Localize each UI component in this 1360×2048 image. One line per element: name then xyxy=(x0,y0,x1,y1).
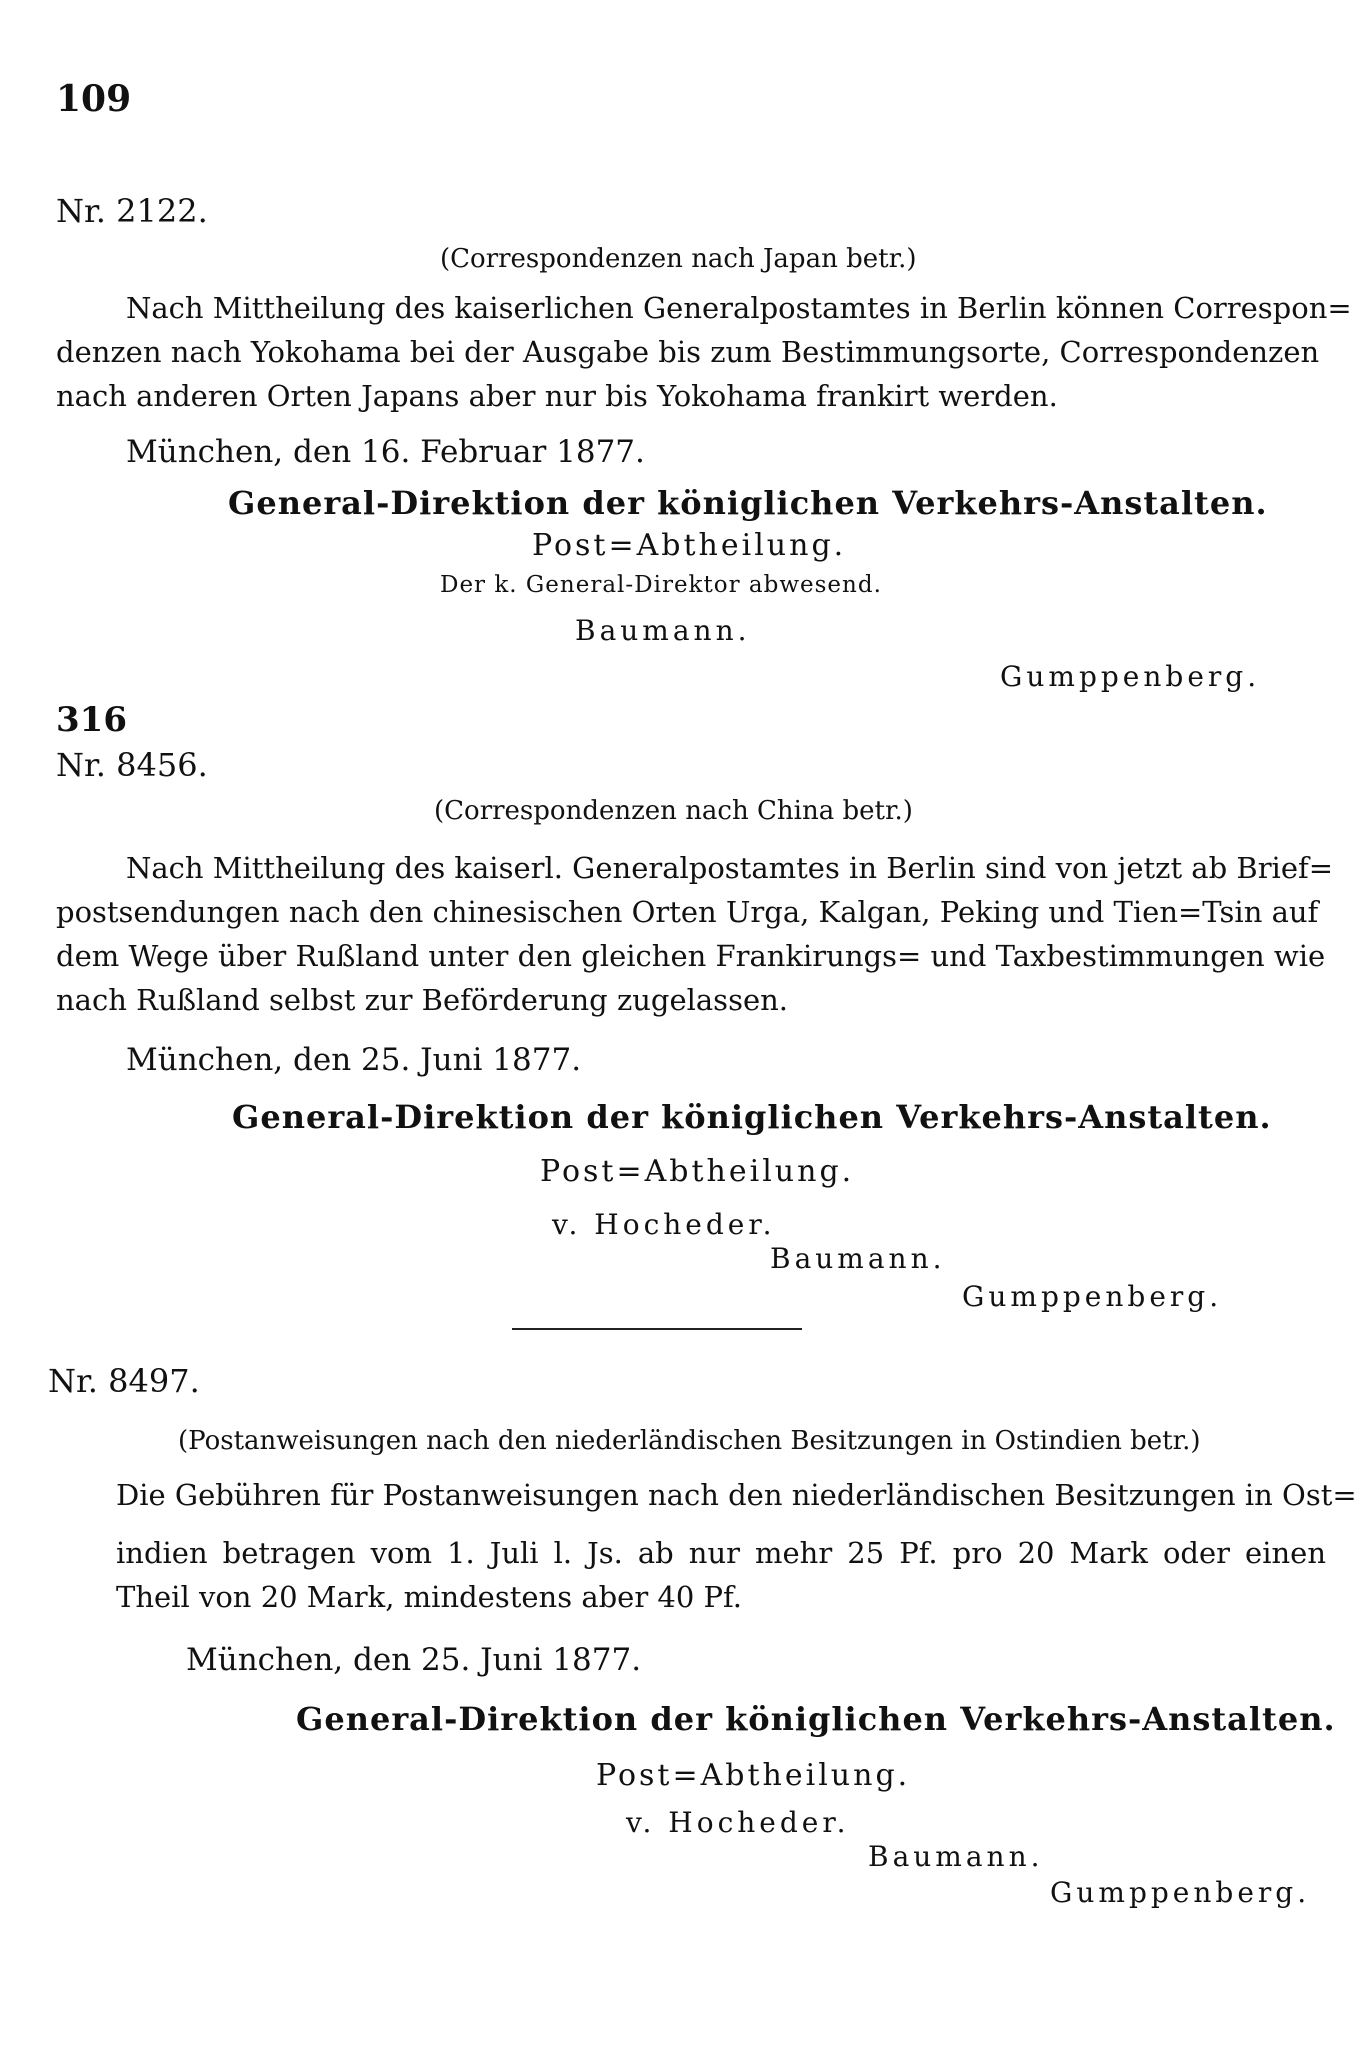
body-line: postsendungen nach den chinesischen Orten Urga, Kalgan, Peking und Tien=Tsin auf xyxy=(56,895,1319,929)
section-divider xyxy=(512,1328,802,1330)
signature-gumppenberg: Gumppenberg. xyxy=(962,1280,1223,1313)
body-line: Die Gebühren für Postanweisungen nach den niederländischen Besitzungen in Ost= xyxy=(116,1478,1357,1512)
signature-baumann: Baumann. xyxy=(770,1242,946,1275)
body-line: nach anderen Orten Japans aber nur bis Yokohama frankirt werden. xyxy=(56,379,1058,413)
issuing-authority: General-Direktion der königlichen Verkehrs-Anstalten. xyxy=(232,1098,1272,1136)
absence-note: Der k. General-Direktor abwesend. xyxy=(440,572,882,598)
department: Post=Abtheilung. xyxy=(596,1758,911,1793)
signature-baumann: Baumann. xyxy=(575,614,751,647)
entry-body xyxy=(56,286,1352,418)
section-number: 316 xyxy=(56,700,127,740)
entry-body xyxy=(116,1470,1357,1622)
entry-number: Nr. 2122. xyxy=(56,192,208,230)
issuing-authority: General-Direktion der königlichen Verkehrs-Anstalten. xyxy=(296,1700,1336,1738)
signature-hocheder: v. Hocheder. xyxy=(626,1806,850,1839)
signature-baumann: Baumann. xyxy=(868,1840,1044,1873)
signature-gumppenberg: Gumppenberg. xyxy=(1000,660,1261,693)
department: Post=Abtheilung. xyxy=(540,1154,855,1189)
body-line: Theil von 20 Mark, mindestens aber 40 Pf. xyxy=(116,1580,742,1614)
entry-number: Nr. 8456. xyxy=(56,746,208,784)
issuing-authority: General-Direktion der königlichen Verkehrs-Anstalten. xyxy=(228,484,1268,522)
entry-number: Nr. 8497. xyxy=(48,1362,200,1400)
entry-date: München, den 25. Juni 1877. xyxy=(126,1042,582,1078)
body-line: Nach Mittheilung des kaiserl. Generalpostamtes in Berlin sind von jetzt ab Brief= xyxy=(126,851,1334,885)
entry-subject: (Correspondenzen nach China betr.) xyxy=(434,796,913,826)
signature-gumppenberg: Gumppenberg. xyxy=(1050,1876,1311,1909)
department: Post=Abtheilung. xyxy=(532,528,847,563)
entry-date: München, den 25. Juni 1877. xyxy=(186,1642,642,1678)
body-line: dem Wege über Rußland unter den gleichen Frankirungs= und Taxbestimmungen wie xyxy=(56,939,1326,973)
body-line: nach Rußland selbst zur Beförderung zugelassen. xyxy=(56,983,789,1017)
page-number: 109 xyxy=(56,78,132,120)
entry-date: München, den 16. Februar 1877. xyxy=(126,434,645,470)
body-line: Nach Mittheilung des kaiserlichen Generalpostamtes in Berlin können Correspon= xyxy=(126,291,1352,325)
signature-hocheder: v. Hocheder. xyxy=(552,1208,776,1241)
entry-subject: (Postanweisungen nach den niederländischen Besitzungen in Ostindien betr.) xyxy=(178,1426,1201,1456)
entry-body xyxy=(56,846,1334,1022)
body-line: indien betragen vom 1. Juli l. Js. ab nur mehr 25 Pf. pro 20 Mark oder einen xyxy=(116,1536,1326,1570)
entry-subject: (Correspondenzen nach Japan betr.) xyxy=(440,244,917,274)
body-line: denzen nach Yokohama bei der Ausgabe bis zum Bestimmungsorte, Correspondenzen xyxy=(56,335,1320,369)
